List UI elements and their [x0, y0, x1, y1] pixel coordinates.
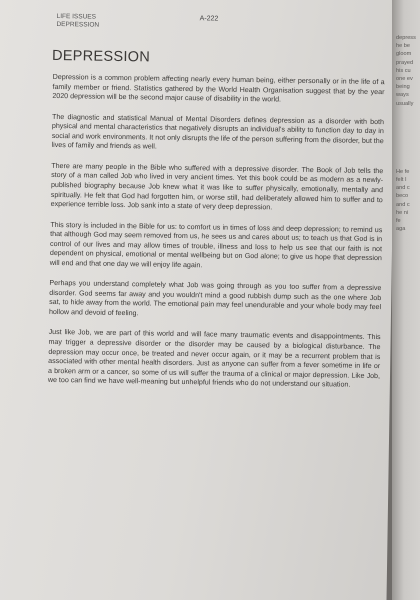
adjacent-page-text [396, 34, 420, 233]
fragment: he be [396, 43, 410, 50]
adjacent-page-edge [392, 0, 420, 600]
fragment: fe [396, 218, 401, 225]
running-head-topic: DEPRESSION [56, 20, 100, 29]
body-text [48, 73, 385, 402]
fragment: felt I [396, 177, 407, 184]
fragment: one ev [396, 76, 413, 83]
paragraph-1: Depression is a common problem affecting nearly every human being, either personally or in the life of a family member or friend. Statistics gathered by the World Health Organisation suggest that by the year 2020 depression will be the second major cause of disability in the world. [52, 72, 385, 104]
fragment: prayed [396, 59, 414, 66]
running-head-section: LIFE ISSUES [56, 12, 97, 21]
fragment: aga [396, 226, 406, 233]
paragraph-2: The diagnostic and statistical Manual of Mental Disorders defines depression as a disorder with both physical and mental characteristics that negatively disrupts an individual's ability to function day to day in social and work environments. It not only disrupts the life of the person suffering from the disorder, but the lives of family and friends as well. [51, 112, 385, 151]
fragment: ways [396, 92, 409, 99]
fragment: He fe [396, 168, 410, 175]
fragment: and c [396, 201, 410, 208]
fragment: being [396, 84, 410, 91]
paragraph-3: There are many people in the Bible who suffered with a depressive disorder. The Book of Job tells the story of a man called Job who lived in very ancient times. Yet this book could be as modern as a newly-published biography because Job knew what it was like to suffer physically, emotionally, mentally and spiritually. He felt that God had forgotten him, or worse still, had deliberately allowed him to suffer and to experience terrible loss. Job sank into a state of very deep depression. [50, 161, 384, 212]
paragraph-6: Just like Job, we are part of this world and will face many traumatic events and disappointments. This may trigger a depressive disorder or the disorder may be caused by a biological disturbance. The depression may occur once, be treated and never occur again, or it may be a recurrent problem that is associated with other mental health disorders. Just as anyone can suffer from a fever sometime in life or a broken arm or a cancer, so some of us will suffer the trauma of a clinical or major depression. Like Job, we too can find we have well-meaning but unhelpful friends who do not understand our situation. [47, 328, 381, 390]
running-head [56, 13, 99, 30]
page-title: DEPRESSION [51, 47, 151, 66]
page-number: A-222 [199, 15, 219, 23]
fragment: and c [396, 185, 410, 192]
fragment: his cu [396, 67, 411, 74]
fragment: he ni [396, 209, 409, 216]
fragment: depress [396, 35, 416, 41]
fragment: gloom [396, 51, 412, 58]
paragraph-4: This story is included in the Bible for us: to comfort us in times of loss and deep depression; to remind us that although God may seem removed from us, he sees us and cares about us; to teach us that God is in control of our lives and may allow times of trouble, illness and loss to help us see that our faith is not dependent on physical, emotional or mental wellbeing but on God alone; to give us hope that depression will end and that one day we will enjoy life again. [49, 220, 383, 270]
fragment: beco [396, 193, 409, 200]
paragraph-5: Perhaps you understand completely what Job was going through as you too suffer from a depressive disorder. God seems far away and you wouldn't mind a good rubbish dump such as the one where Job sat, to hide away from the world. The emotional pain may feel unendurable and your whole body may feel hollow and devoid of feeling. [48, 279, 382, 318]
fragment: usually [396, 100, 414, 107]
